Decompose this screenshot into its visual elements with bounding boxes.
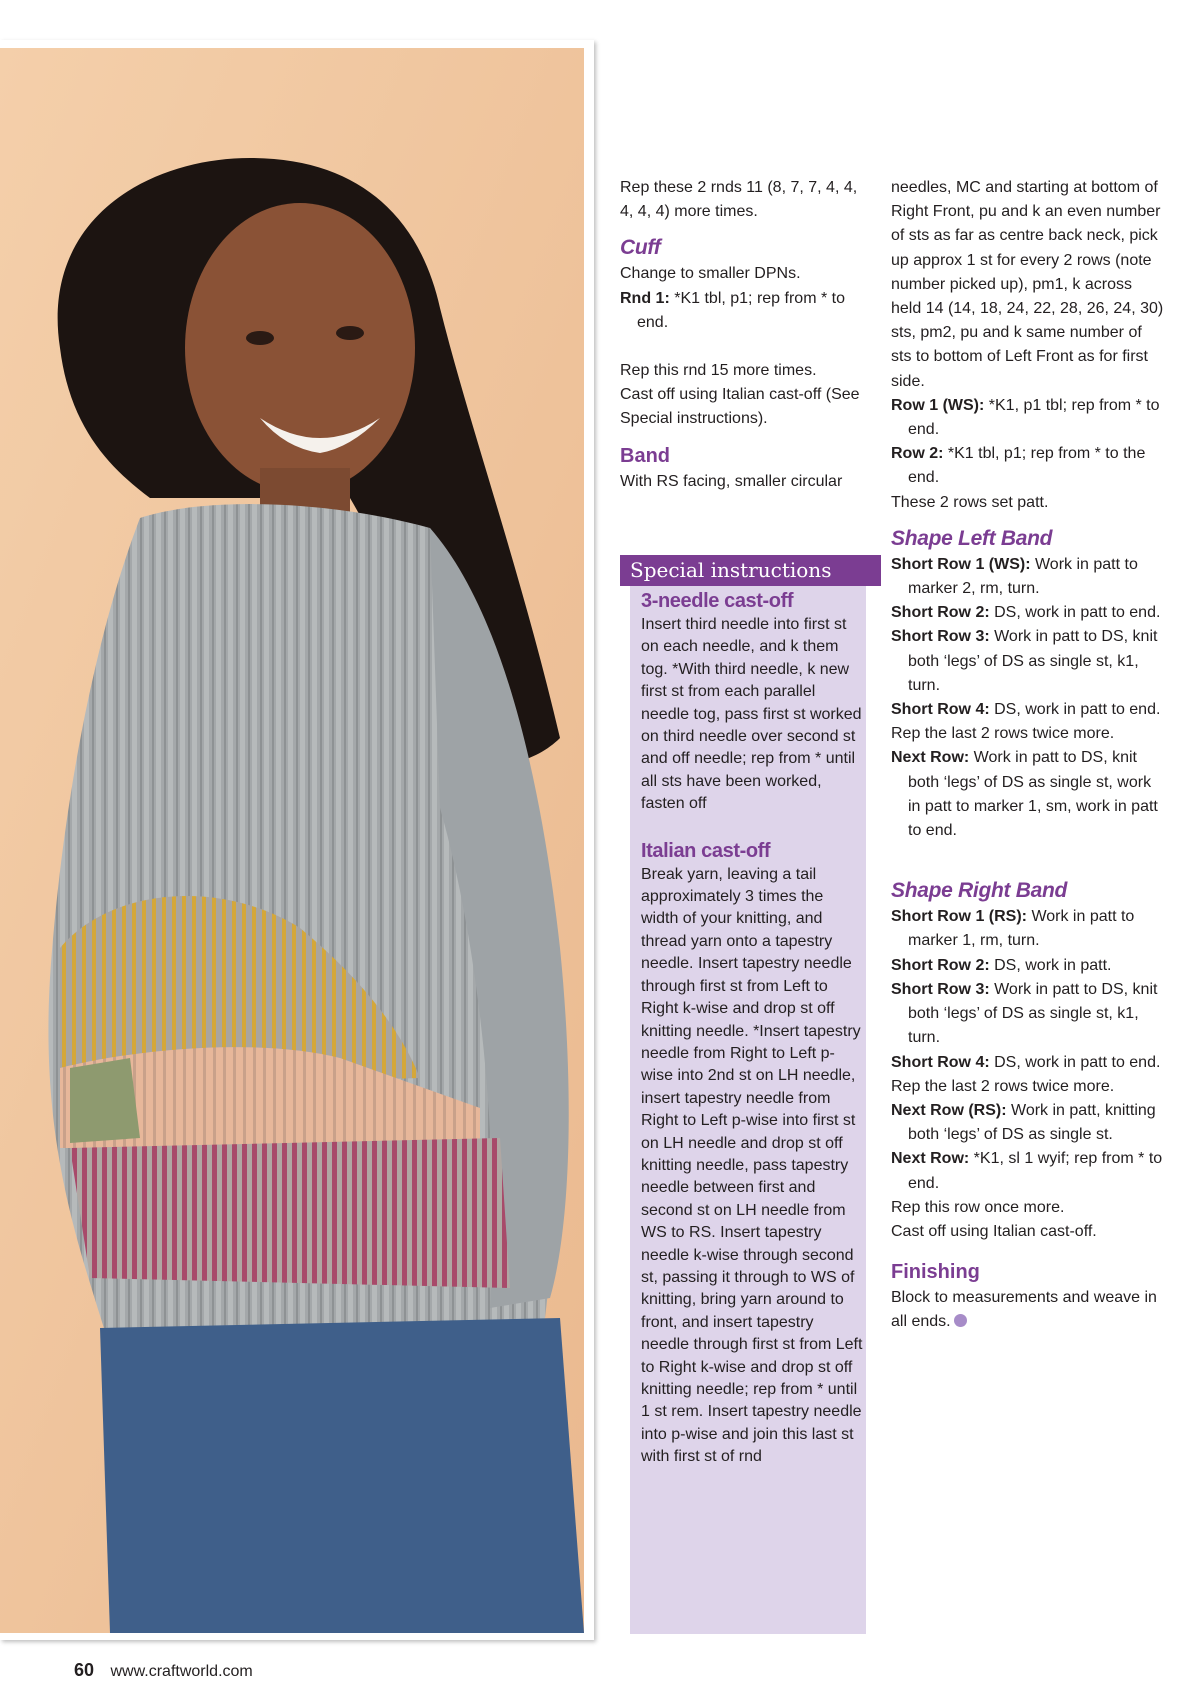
italian-castoff-text: Break yarn, leaving a tail approximately 3 times the width of your knitting, and thread yarn onto a tapestry needle. Insert tapestry needle through first st from Left to Right k-wise and drop st off knitting needle. *Insert tapestry needle from Right to Left p-wise into 2nd st on LH needle, insert tapestry needle from Right to Left p-wise into first st on LH needle and drop st off knitting needle, pass tapestry needle between first and second st on LH needle from WS to RS. Insert tapestry needle k-wise through second st, passing it through to WS of knitting, bring yarn around to front, and insert tapestry needle through first st from Left to Right k-wise and drop st off knitting needle; rep from * until 1 st rem. Insert tapestry needle into p-wise and join this last st with first st of rnd: [641, 865, 863, 1466]
row1-label: Row 1 (WS):: [891, 396, 985, 414]
model-photo-illustration: [0, 48, 584, 1633]
left-sr3-label: Short Row 3:: [891, 628, 990, 646]
special-instructions-title: Special instructions: [620, 555, 881, 586]
shape-left-band-heading: Shape Left Band: [891, 526, 1053, 550]
website-link[interactable]: www.craftworld.com: [110, 1663, 253, 1680]
left-sr1-label: Short Row 1 (WS):: [891, 555, 1031, 573]
row2: [891, 442, 1166, 490]
right-rep-once-text: Rep this row once more.: [891, 1198, 1065, 1216]
shape-right-band-heading: Shape Right Band: [891, 879, 1068, 903]
left-sr4-text: DS, work in patt to end.: [989, 701, 1161, 719]
left-next-text: Work in patt to DS, knit both ‘legs’ of DS as single st, work in patt to marker 1, sm, work in patt to end.: [908, 749, 1158, 840]
finishing-heading: Finishing: [891, 1261, 980, 1284]
right-castoff-text: Cast off using Italian cast-off.: [891, 1222, 1097, 1240]
left-sr3-text: Work in patt to DS, knit both ‘legs’ of DS as single st, k1, turn.: [908, 628, 1158, 694]
right-sr3: [891, 978, 1166, 1051]
right-rep-text: Rep the last 2 rows twice more.: [891, 1077, 1115, 1095]
cuff-rnd1: [620, 287, 870, 335]
column-1: [620, 176, 870, 494]
right-next-label: Next Row:: [891, 1150, 970, 1168]
italian-castoff-heading: Italian cast-off: [641, 839, 771, 862]
row1: [891, 394, 1166, 442]
row2-text: *K1 tbl, p1; rep from * to the end.: [908, 445, 1146, 487]
left-sr4: [891, 698, 1166, 722]
rep-rounds-text: Rep these 2 rnds 11 (8, 7, 7, 4, 4, 4, 4, 4) more times.: [620, 179, 858, 221]
left-sr3: [891, 625, 1166, 698]
right-next-rs-text: Work in patt, knitting both ‘legs’ of DS as single st.: [908, 1101, 1156, 1144]
right-sr4: [891, 1051, 1166, 1075]
right-next-text: *K1, sl 1 wyif; rep from * to end.: [908, 1150, 1163, 1192]
right-sr1: [891, 905, 1166, 953]
left-sr2-text: DS, work in patt to end.: [989, 604, 1161, 622]
right-sr3-text: Work in patt to DS, knit both ‘legs’ of DS as single st, k1, turn.: [908, 980, 1158, 1047]
right-next-rs-row: [891, 1099, 1166, 1147]
cuff-heading: Cuff: [620, 236, 661, 260]
page-number: 60: [74, 1660, 95, 1680]
right-sr1-text: Work in patt to marker 1, rm, turn.: [908, 908, 1135, 950]
photo-frame: [0, 40, 594, 1640]
special-instructions-content: [641, 588, 863, 1469]
model-photo: [0, 48, 584, 1633]
right-next-row: [891, 1147, 1166, 1195]
left-sr1: [891, 553, 1166, 601]
page-footer: [74, 1660, 253, 1681]
right-sr2: [891, 954, 1166, 978]
right-sr2-label: Short Row 2:: [891, 956, 990, 974]
left-sr1-text: Work in patt to marker 2, rm, turn.: [908, 555, 1138, 598]
rnd1-label: Rnd 1:: [620, 289, 670, 307]
yarn-ball-icon: [954, 1314, 967, 1327]
three-needle-text: Insert third needle into first st on each needle, and k them tog. *With third needle, k new first st from each parallel needle tog, pass first st worked on third needle over second st and off needle; rep from * until all sts have been worked, fasten off: [641, 616, 862, 813]
cuff-line1: Change to smaller DPNs.: [620, 265, 801, 283]
three-needle-heading: 3-needle cast-off: [641, 590, 794, 612]
finishing-text: Block to measurements and weave in all ends.: [891, 1289, 1157, 1331]
finishing-paragraph: [891, 1286, 1166, 1334]
left-rep-text: Rep the last 2 rows twice more.: [891, 725, 1115, 743]
cuff-rep-text: Rep this rnd 15 more times.: [620, 362, 817, 380]
left-sr4-label: Short Row 4:: [891, 701, 990, 719]
right-next-rs-label: Next Row (RS):: [891, 1101, 1007, 1119]
band-intro-text: needles, MC and starting at bottom of Right Front, pu and k an even number of sts as far as centre back neck, pick up approx 1 st for every 2 rows (note number picked up), pm1, k across held 14 (14, 18, 24, 22, 28, 26, 24, 30) sts, pm2, pu and k same number of sts to bottom of Left Front as for first side.: [891, 179, 1164, 390]
row1-text: *K1, p1 tbl; rep from * to end.: [908, 396, 1160, 439]
left-sr2-label: Short Row 2:: [891, 604, 990, 622]
set-patt-text: These 2 rows set patt.: [891, 493, 1049, 511]
right-sr4-label: Short Row 4:: [891, 1053, 990, 1071]
column-3: [891, 176, 1166, 1335]
right-sr1-label: Short Row 1 (RS):: [891, 908, 1027, 926]
right-sr4-text: DS, work in patt to end.: [989, 1053, 1161, 1071]
band-heading: Band: [620, 444, 670, 467]
left-next-label: Next Row:: [891, 749, 970, 767]
band-text: With RS facing, smaller circular: [620, 472, 843, 490]
left-next-row: [891, 746, 1166, 843]
row2-label: Row 2:: [891, 445, 944, 463]
left-sr2: [891, 601, 1166, 625]
right-sr2-text: DS, work in patt.: [989, 956, 1112, 974]
rnd1-text: *K1 tbl, p1; rep from * to end.: [637, 289, 845, 331]
right-sr3-label: Short Row 3:: [891, 980, 990, 998]
cuff-castoff-text: Cast off using Italian cast-off (See Special instructions).: [620, 386, 860, 428]
